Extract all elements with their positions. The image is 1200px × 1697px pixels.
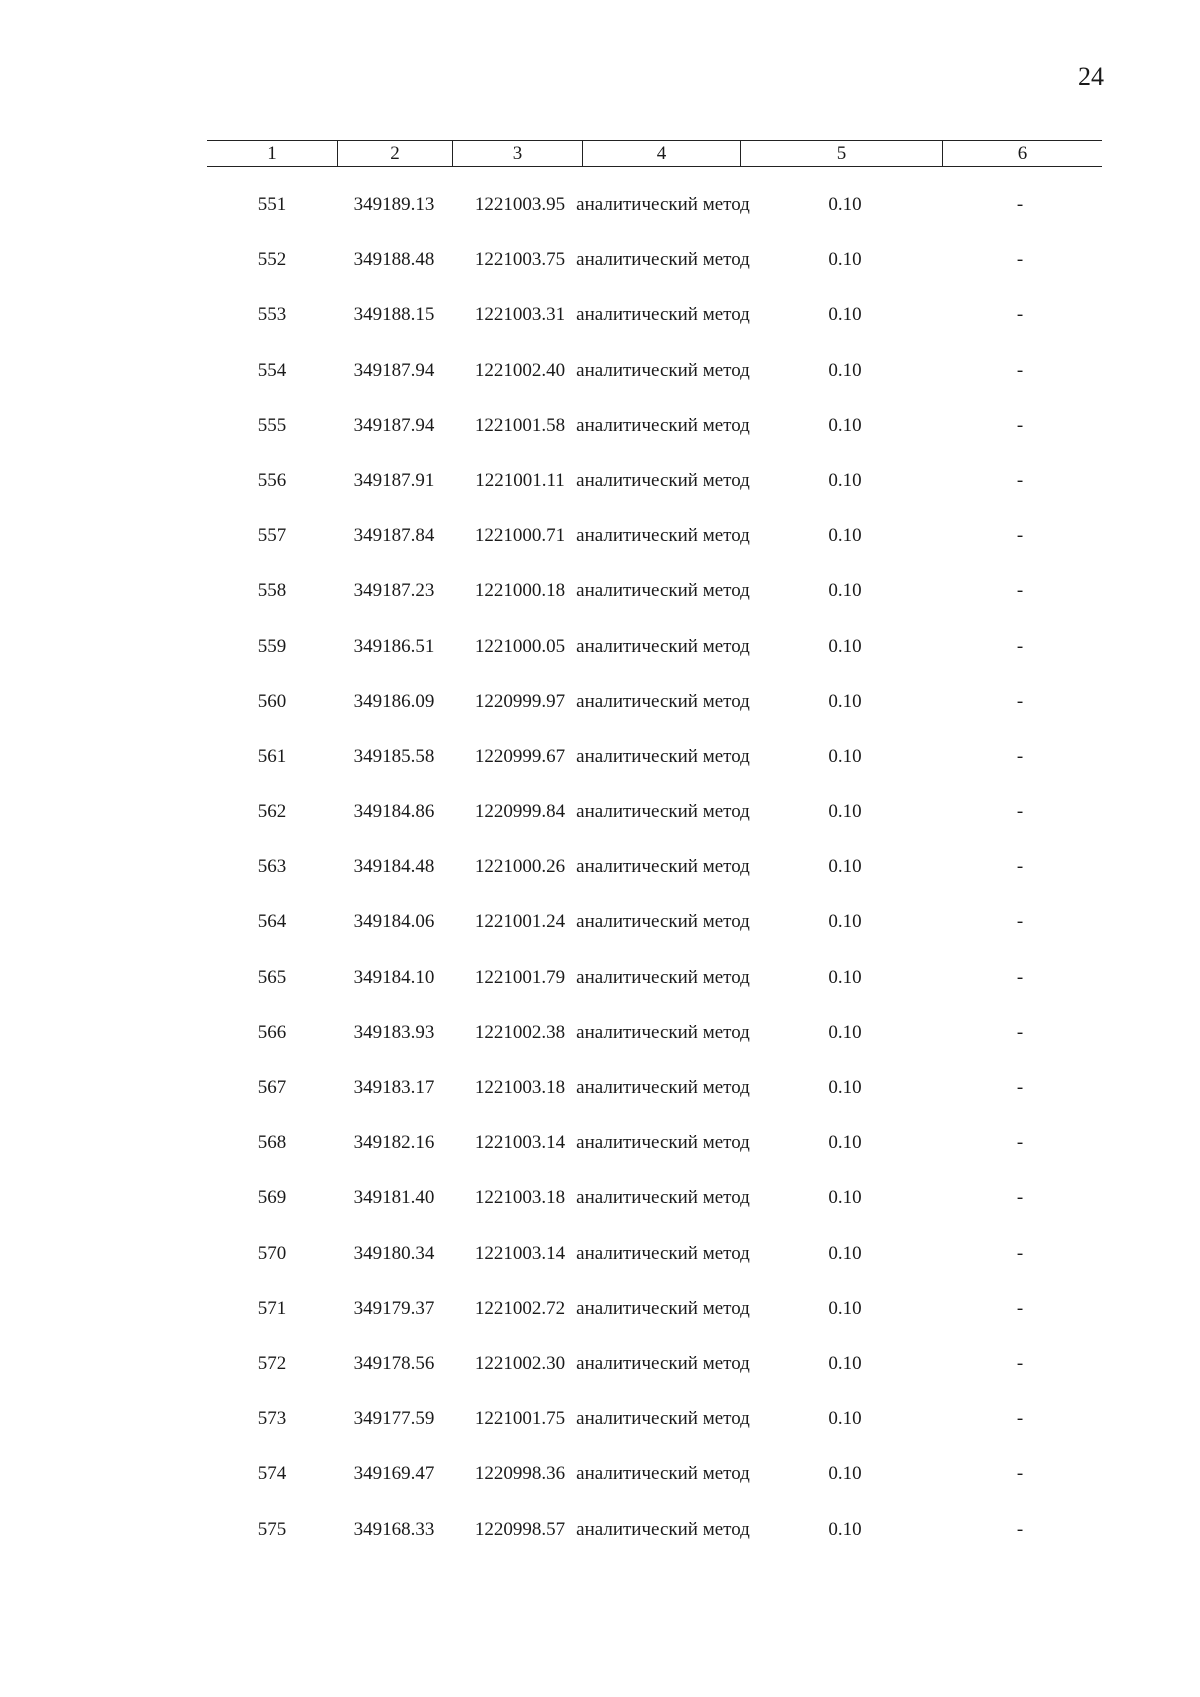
table-body [0, 194, 1200, 1574]
cell-method: аналитический метод [576, 304, 750, 326]
cell-method: аналитический метод [576, 359, 750, 381]
cell-y-coordinate: 1221003.18 [474, 1077, 566, 1098]
cell-accuracy: 0.10 [828, 911, 862, 933]
cell-accuracy: 0.10 [828, 1463, 862, 1485]
table-row [0, 249, 1200, 304]
cell-y-coordinate: 1221000.18 [474, 580, 566, 602]
cell-accuracy: 0.10 [828, 1408, 862, 1430]
cell-note: - [1016, 1242, 1024, 1264]
cell-method: аналитический метод [576, 194, 750, 215]
cell-point-number: 560 [257, 690, 287, 712]
cell-y-coordinate: 1221001.79 [474, 966, 566, 988]
cell-y-coordinate: 1221002.40 [474, 359, 566, 381]
cell-method: аналитический метод [576, 1132, 750, 1154]
cell-accuracy: 0.10 [828, 1132, 862, 1154]
cell-x-coordinate: 349169.47 [353, 1463, 435, 1485]
table-row [0, 1353, 1200, 1408]
cell-point-number: 568 [257, 1132, 287, 1154]
cell-x-coordinate: 349187.91 [353, 469, 435, 491]
cell-note: - [1016, 1352, 1024, 1374]
cell-note: - [1016, 580, 1024, 602]
cell-accuracy: 0.10 [828, 966, 862, 988]
cell-y-coordinate: 1221002.30 [474, 1352, 566, 1374]
cell-y-coordinate: 1221003.14 [474, 1242, 566, 1264]
cell-method: аналитический метод [576, 525, 750, 547]
cell-point-number: 551 [257, 194, 287, 215]
cell-note: - [1016, 194, 1024, 215]
cell-accuracy: 0.10 [828, 1518, 862, 1540]
cell-x-coordinate: 349189.13 [353, 194, 435, 215]
cell-x-coordinate: 349180.34 [353, 1242, 435, 1264]
cell-method: аналитический метод [576, 911, 750, 933]
cell-point-number: 572 [257, 1352, 287, 1374]
cell-y-coordinate: 1221003.75 [474, 249, 566, 271]
cell-note: - [1016, 249, 1024, 271]
cell-y-coordinate: 1221003.31 [474, 304, 566, 326]
cell-x-coordinate: 349187.84 [353, 525, 435, 547]
cell-note: - [1016, 1132, 1024, 1154]
cell-note: - [1016, 1518, 1024, 1540]
cell-y-coordinate: 1221000.05 [474, 635, 566, 657]
cell-y-coordinate: 1221003.95 [474, 194, 566, 215]
table-row [0, 691, 1200, 746]
cell-x-coordinate: 349184.06 [353, 911, 435, 933]
cell-method: аналитический метод [576, 745, 750, 767]
cell-method: аналитический метод [576, 635, 750, 657]
cell-x-coordinate: 349185.58 [353, 745, 435, 767]
cell-note: - [1016, 745, 1024, 767]
table-row [0, 1243, 1200, 1298]
cell-method: аналитический метод [576, 580, 750, 602]
cell-point-number: 563 [257, 856, 287, 878]
column-header-3: 3 [452, 141, 582, 166]
page-number: 24 [1078, 62, 1104, 91]
table-row [0, 911, 1200, 966]
cell-point-number: 556 [257, 469, 287, 491]
cell-accuracy: 0.10 [828, 1242, 862, 1264]
cell-accuracy: 0.10 [828, 1077, 862, 1098]
table-row [0, 580, 1200, 635]
cell-x-coordinate: 349188.15 [353, 304, 435, 326]
cell-method: аналитический метод [576, 1187, 750, 1209]
cell-method: аналитический метод [576, 801, 750, 823]
cell-y-coordinate: 1221002.72 [474, 1297, 566, 1319]
cell-method: аналитический метод [576, 1021, 750, 1043]
cell-x-coordinate: 349168.33 [353, 1518, 435, 1540]
cell-point-number: 565 [257, 966, 287, 988]
cell-accuracy: 0.10 [828, 801, 862, 823]
cell-x-coordinate: 349188.48 [353, 249, 435, 271]
cell-method: аналитический метод [576, 1352, 750, 1374]
cell-y-coordinate: 1220999.67 [474, 745, 566, 767]
cell-note: - [1016, 1021, 1024, 1043]
cell-x-coordinate: 349186.09 [353, 690, 435, 712]
cell-x-coordinate: 349187.94 [353, 414, 435, 436]
table-row [0, 470, 1200, 525]
table-row [0, 525, 1200, 580]
cell-accuracy: 0.10 [828, 690, 862, 712]
cell-accuracy: 0.10 [828, 1021, 862, 1043]
cell-accuracy: 0.10 [828, 580, 862, 602]
cell-method: аналитический метод [576, 1077, 750, 1098]
cell-x-coordinate: 349178.56 [353, 1352, 435, 1374]
cell-accuracy: 0.10 [828, 469, 862, 491]
cell-point-number: 557 [257, 525, 287, 547]
cell-note: - [1016, 1187, 1024, 1209]
cell-method: аналитический метод [576, 414, 750, 436]
table-header [207, 140, 1102, 167]
table-row [0, 415, 1200, 470]
column-header-5: 5 [740, 141, 942, 166]
cell-note: - [1016, 801, 1024, 823]
cell-accuracy: 0.10 [828, 1352, 862, 1374]
cell-note: - [1016, 1463, 1024, 1485]
column-header-6: 6 [942, 141, 1102, 166]
table-row [0, 856, 1200, 911]
table-row [0, 1022, 1200, 1077]
table-row [0, 1408, 1200, 1463]
cell-point-number: 552 [257, 249, 287, 271]
cell-x-coordinate: 349184.48 [353, 856, 435, 878]
cell-y-coordinate: 1221003.18 [474, 1187, 566, 1209]
cell-point-number: 553 [257, 304, 287, 326]
table-row [0, 636, 1200, 691]
cell-method: аналитический метод [576, 1408, 750, 1430]
cell-x-coordinate: 349187.94 [353, 359, 435, 381]
cell-accuracy: 0.10 [828, 635, 862, 657]
cell-method: аналитический метод [576, 1463, 750, 1485]
cell-method: аналитический метод [576, 249, 750, 271]
cell-x-coordinate: 349179.37 [353, 1297, 435, 1319]
cell-x-coordinate: 349181.40 [353, 1187, 435, 1209]
cell-point-number: 575 [257, 1518, 287, 1540]
cell-note: - [1016, 690, 1024, 712]
cell-x-coordinate: 349184.10 [353, 966, 435, 988]
table-row [0, 1463, 1200, 1518]
cell-note: - [1016, 525, 1024, 547]
cell-y-coordinate: 1221002.38 [474, 1021, 566, 1043]
cell-y-coordinate: 1220999.84 [474, 801, 566, 823]
cell-point-number: 559 [257, 635, 287, 657]
cell-point-number: 574 [257, 1463, 287, 1485]
table-row [0, 304, 1200, 359]
cell-y-coordinate: 1221000.71 [474, 525, 566, 547]
cell-accuracy: 0.10 [828, 304, 862, 326]
cell-y-coordinate: 1221001.24 [474, 911, 566, 933]
cell-point-number: 573 [257, 1408, 287, 1430]
cell-method: аналитический метод [576, 1242, 750, 1264]
cell-point-number: 558 [257, 580, 287, 602]
cell-method: аналитический метод [576, 1518, 750, 1540]
cell-method: аналитический метод [576, 469, 750, 491]
cell-point-number: 555 [257, 414, 287, 436]
cell-y-coordinate: 1220999.97 [474, 690, 566, 712]
cell-note: - [1016, 1297, 1024, 1319]
cell-accuracy: 0.10 [828, 414, 862, 436]
table-row [0, 194, 1200, 249]
table-row [0, 1298, 1200, 1353]
table-row [0, 1519, 1200, 1574]
cell-note: - [1016, 1408, 1024, 1430]
table-row [0, 1077, 1200, 1132]
cell-note: - [1016, 469, 1024, 491]
cell-accuracy: 0.10 [828, 359, 862, 381]
column-header-4: 4 [582, 141, 740, 166]
cell-note: - [1016, 304, 1024, 326]
cell-x-coordinate: 349177.59 [353, 1408, 435, 1430]
cell-method: аналитический метод [576, 1297, 750, 1319]
column-header-2: 2 [337, 141, 452, 166]
table-row [0, 801, 1200, 856]
cell-x-coordinate: 349183.93 [353, 1021, 435, 1043]
cell-y-coordinate: 1221001.58 [474, 414, 566, 436]
cell-x-coordinate: 349187.23 [353, 580, 435, 602]
cell-accuracy: 0.10 [828, 856, 862, 878]
cell-note: - [1016, 911, 1024, 933]
table-row [0, 360, 1200, 415]
cell-method: аналитический метод [576, 856, 750, 878]
cell-point-number: 570 [257, 1242, 287, 1264]
cell-method: аналитический метод [576, 690, 750, 712]
table-row [0, 746, 1200, 801]
table-row [0, 1132, 1200, 1187]
cell-point-number: 561 [257, 745, 287, 767]
cell-x-coordinate: 349184.86 [353, 801, 435, 823]
cell-method: аналитический метод [576, 966, 750, 988]
cell-y-coordinate: 1220998.57 [474, 1518, 566, 1540]
cell-y-coordinate: 1221000.26 [474, 856, 566, 878]
cell-note: - [1016, 359, 1024, 381]
cell-y-coordinate: 1221001.75 [474, 1408, 566, 1430]
cell-accuracy: 0.10 [828, 194, 862, 215]
cell-accuracy: 0.10 [828, 1187, 862, 1209]
cell-note: - [1016, 1077, 1024, 1098]
cell-accuracy: 0.10 [828, 745, 862, 767]
cell-y-coordinate: 1221001.11 [475, 469, 565, 491]
cell-note: - [1016, 414, 1024, 436]
cell-accuracy: 0.10 [828, 525, 862, 547]
cell-x-coordinate: 349186.51 [353, 635, 435, 657]
cell-point-number: 562 [257, 801, 287, 823]
cell-point-number: 566 [257, 1021, 287, 1043]
cell-x-coordinate: 349183.17 [353, 1077, 435, 1098]
cell-accuracy: 0.10 [828, 249, 862, 271]
cell-point-number: 567 [257, 1077, 287, 1098]
cell-note: - [1016, 856, 1024, 878]
table-row [0, 967, 1200, 1022]
cell-y-coordinate: 1221003.14 [474, 1132, 566, 1154]
cell-point-number: 571 [257, 1297, 287, 1319]
cell-note: - [1016, 966, 1024, 988]
cell-point-number: 569 [257, 1187, 287, 1209]
cell-point-number: 564 [257, 911, 287, 933]
cell-accuracy: 0.10 [828, 1297, 862, 1319]
cell-point-number: 554 [257, 359, 287, 381]
cell-note: - [1016, 635, 1024, 657]
column-header-1: 1 [267, 142, 277, 164]
table-row [0, 1187, 1200, 1242]
cell-x-coordinate: 349182.16 [353, 1132, 435, 1154]
cell-y-coordinate: 1220998.36 [474, 1463, 566, 1485]
